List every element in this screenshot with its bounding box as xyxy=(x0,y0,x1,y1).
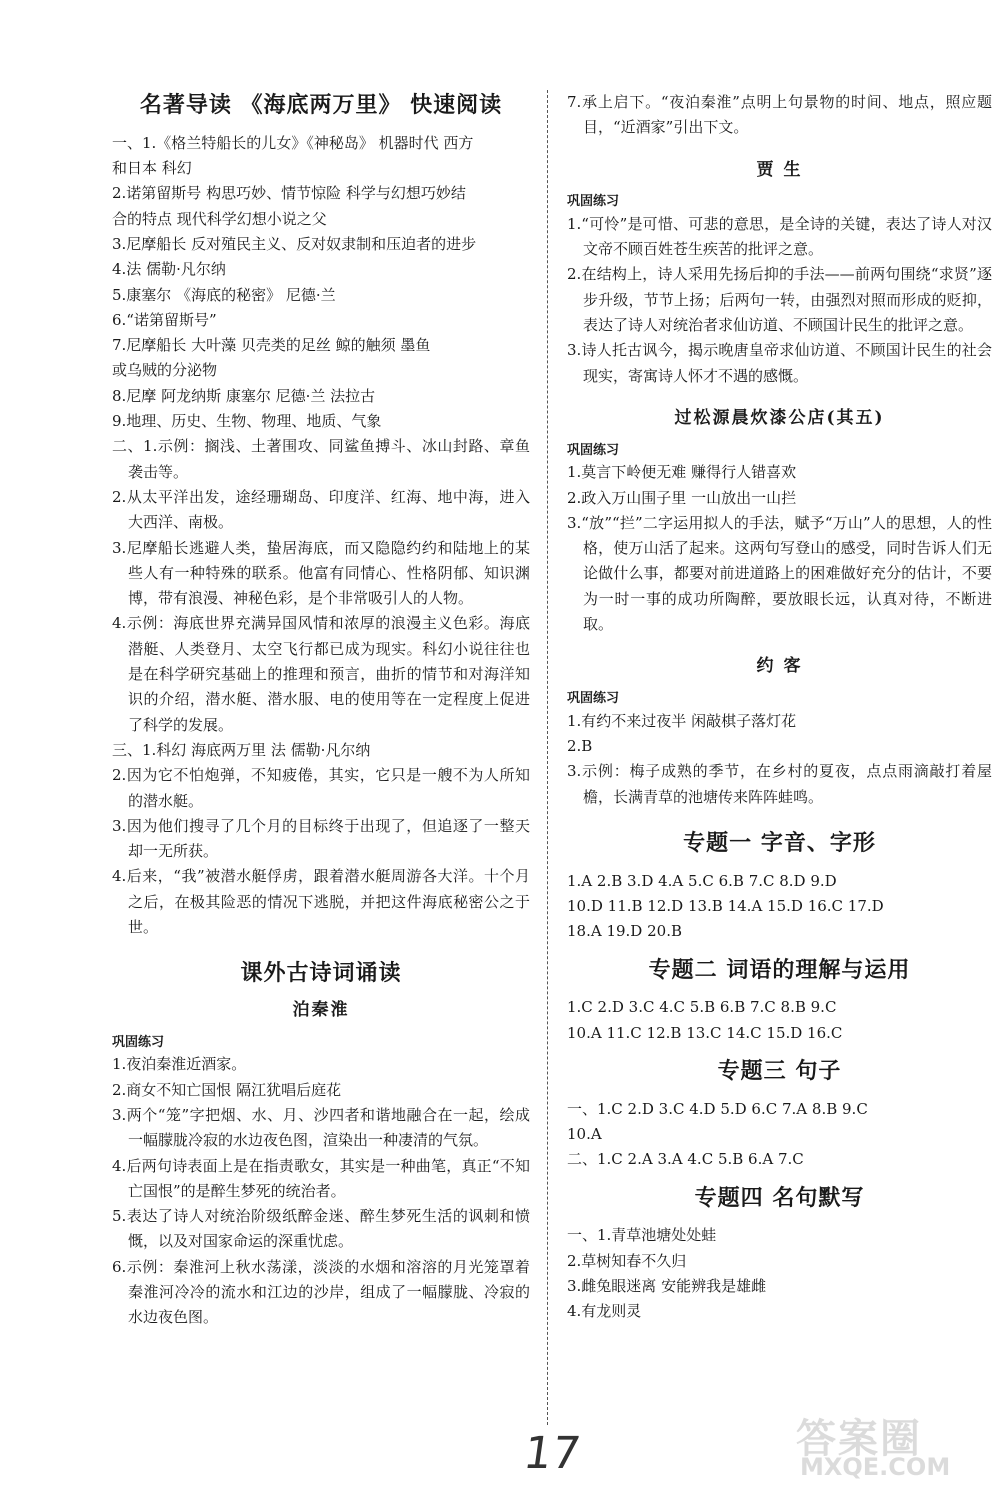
answer-paragraph: 3.“放”“拦”二字运用拟人的手法，赋予“万山”人的思想，人的性格，使万山活了起来。这两句写登山的感受，同时告诉人们无论做什么事，都要对前进道路上的困难做好充分的估计，不要为一时一事的成功所陶醉，要放眼长远，认真对待，不断进取。 xyxy=(567,513,992,634)
answer-paragraph: 2.从太平洋出发，途经珊瑚岛、印度洋、红海、地中海，进入大西洋、南极。 xyxy=(112,487,530,532)
answer-line: 5.康塞尔 《海底的秘密》 尼德·兰 xyxy=(112,285,336,304)
answer-line: 或乌贼的分泌物 xyxy=(112,361,218,380)
answer-line: 3.尼摩船长 反对殖民主义、反对奴隶制和压迫者的进步 xyxy=(112,234,477,253)
answer-paragraph: 4.示例：海底世界充满异国风情和浓厚的浪漫主义色彩。海底潜艇、人类登月、太空飞行都已成为现实。科幻小说往往也是在科学研究基础上的推理和预言，曲折的情节和对海洋知识的介绍，潜水艇、潜水服、电的使用等在一定程度上促进了科学的发展。 xyxy=(112,614,530,734)
answer-paragraph: 6.示例：秦淮河上秋水荡漾，淡淡的水烟和溶溶的月光笼罩着秦淮河冷冷的流水和江边的沙岸，组成了一幅朦胧、冷寂的水边夜色图。 xyxy=(112,1257,530,1327)
answer-paragraph: 2.在结构上，诗人采用先扬后抑的手法——前两句围绕“求贤”逐步升级，节节上扬；后两句一转，由强烈对照而形成的贬抑，表达了诗人对统治者求仙访道、不顾国计民生的批评之意。 xyxy=(567,265,992,335)
answer-line: 3.雌兔眼迷离 安能辨我是雄雌 xyxy=(567,1276,767,1295)
answer-paragraph: 2.B xyxy=(567,736,593,755)
reading-answers-1 xyxy=(112,131,530,435)
practice-label: 巩固练习 xyxy=(112,1034,165,1050)
reading-answers-2 xyxy=(112,434,530,940)
right-column xyxy=(567,90,992,1325)
poem-title-jiasheng: 贾 生 xyxy=(756,159,803,180)
answer-line: 2.草树知春不久归 xyxy=(567,1251,687,1270)
answer-paragraph: 三、1.科幻 海底两万里 法 儒勒·凡尔纳 xyxy=(112,740,371,759)
answer-paragraph: 2.因为它不怕炮弹，不知疲倦，其实，它只是一艘不为人所知的潜水艇。 xyxy=(112,766,530,810)
answer-paragraph: 1.有约不来过夜半 闲敲棋子落灯花 xyxy=(567,711,797,730)
answer-line: 2.诺第留斯号 构思巧妙、情节惊险 科学与幻想巧妙结 xyxy=(112,184,466,203)
answer-line: 10.A xyxy=(567,1125,602,1143)
answer-paragraph: 1.“可怜”是可惜、可悲的意思，是全诗的关键，表达了诗人对汉文帝不顾百姓苍生疾苦的批评之意。 xyxy=(567,214,992,259)
answer-paragraph: 7.承上启下。“夜泊秦淮”点明上句景物的时间、地点，照应题目，“近酒家”引出下文。 xyxy=(567,93,992,137)
watermark-text: 答案圈 xyxy=(796,1416,922,1462)
answer-paragraph: 二、1.示例：搁浅、土著围攻、同鲨鱼搏斗、冰山封路、章鱼袭击等。 xyxy=(112,437,530,481)
page-number: 17 xyxy=(520,1428,584,1479)
topic-title-1: 专题一 字音、字形 xyxy=(683,829,876,856)
answer-line: 10.A 11.C 12.B 13.C 14.C 15.D 16.C xyxy=(567,1023,843,1042)
answer-paragraph: 3.两个“笼”字把烟、水、月、沙四者和谐地融合在一起，绘成一幅朦胧冷寂的水边夜色图，渲染出一种凄清的气氛。 xyxy=(112,1105,530,1150)
answer-line: 8.尼摩 阿龙纳斯 康塞尔 尼德·兰 法拉古 xyxy=(112,386,376,405)
topic-title-3: 专题三 句子 xyxy=(717,1057,842,1084)
practice-label: 巩固练习 xyxy=(567,691,620,707)
answer-paragraph: 1.莫言下岭便无难 赚得行人错喜欢 xyxy=(567,463,797,482)
yueke-answers xyxy=(567,709,992,810)
left-column xyxy=(112,90,530,1331)
topic1-answers xyxy=(567,869,992,945)
answer-line: 6.“诺第留斯号” xyxy=(112,310,217,329)
section-title-poetry: 课外古诗词诵读 xyxy=(240,960,402,987)
answer-line: 7.尼摩船长 大叶藻 贝壳类的足丝 鲸的触须 墨鱼 xyxy=(112,336,431,355)
column-divider xyxy=(547,90,548,1425)
answer-line: 9.地理、历史、生物、物理、地质、气象 xyxy=(112,412,382,431)
answer-paragraph: 3.诗人托古讽今，揭示晚唐皇帝求仙访道、不顾国计民生的社会现实，寄寓诗人怀才不遇的感慨。 xyxy=(567,341,992,385)
answer-line: 和日本 科幻 xyxy=(112,159,192,178)
section-title-reading: 名著导读 《海底两万里》 快速阅读 xyxy=(139,92,503,118)
answer-paragraph: 3.尼摩船长逃避人类，蛰居海底，而又隐隐约约和陆地上的某些人有一种特殊的联系。他富有同情心、性格阴郁、知识渊博，带有浪漫、神秘色彩，是个非常吸引人的人物。 xyxy=(112,538,530,608)
answer-paragraph: 3.示例：梅子成熟的季节，在乡村的夏夜，点点雨滴敲打着屋檐，长满青草的池塘传来阵阵蛙鸣。 xyxy=(567,762,992,806)
answer-line: 1.C 2.D 3.C 4.C 5.B 6.B 7.C 8.B 9.C xyxy=(567,998,837,1017)
answer-paragraph: 2.政入万山围子里 一山放出一山拦 xyxy=(567,488,797,507)
answer-paragraph: 3.因为他们搜寻了几个月的目标终于出现了，但追逐了一整天却一无所获。 xyxy=(112,816,530,861)
poem-title-yueke: 约 客 xyxy=(756,656,803,677)
watermark-url: MXQE.COM xyxy=(800,1453,951,1481)
jiasheng-answers xyxy=(567,212,992,389)
answer-line: 一、1.青草池塘处处蛙 xyxy=(567,1226,717,1245)
practice-label: 巩固练习 xyxy=(567,194,620,210)
answer-paragraph: 2.商女不知亡国恨 隔江犹唱后庭花 xyxy=(112,1080,342,1099)
answer-paragraph: 4.后两句诗表面上是在指责歌女，其实是一种曲笔，真正“不知亡国恨”的是醉生梦死的统治者。 xyxy=(112,1156,530,1200)
answer-line: 10.D 11.B 12.D 13.B 14.A 15.D 16.C 17.D xyxy=(567,896,884,915)
watermark-logo xyxy=(786,1407,986,1487)
answer-line: 18.A 19.D 20.B xyxy=(567,922,682,941)
answer-paragraph: 4.后来，“我”被潜水艇俘虏，跟着潜水艇周游各大洋。十个月之后，在极其险恶的情况下逃脱，并把这件海底秘密公之于世。 xyxy=(112,867,530,936)
answer-paragraph: 5.表达了诗人对统治阶级纸醉金迷、醉生梦死生活的讽刺和愤慨，以及对国家命运的深重忧虑。 xyxy=(112,1207,530,1251)
answer-line: 4.有龙则灵 xyxy=(567,1302,642,1321)
practice-label: 巩固练习 xyxy=(567,442,620,458)
guosongyuan-answers xyxy=(567,460,992,637)
topic4-answers xyxy=(567,1223,992,1324)
answer-paragraph: 1.夜泊秦淮近酒家。 xyxy=(112,1055,247,1074)
topic3-answers xyxy=(567,1097,992,1173)
answer-line: 一、1.《格兰特船长的儿女》《神秘岛》 机器时代 西方 xyxy=(112,133,474,152)
topic-title-2: 专题二 词语的理解与运用 xyxy=(648,956,911,983)
poem-title-boqinhuai: 泊秦淮 xyxy=(292,1000,350,1021)
answer-line: 1.A 2.B 3.D 4.A 5.C 6.B 7.C 8.D 9.D xyxy=(567,871,837,890)
topic2-answers xyxy=(567,995,992,1046)
topic-title-4: 专题四 名句默写 xyxy=(694,1184,865,1211)
answer-line: 4.法 儒勒·凡尔纳 xyxy=(112,260,226,279)
answer-line: 合的特点 现代科学幻想小说之父 xyxy=(112,209,327,228)
poem-title-guosongyuan: 过松源晨炊漆公店(其五) xyxy=(674,407,885,428)
answer-line: 二、1.C 2.A 3.A 4.C 5.B 6.A 7.C xyxy=(567,1150,804,1169)
boqinhuai-answers xyxy=(112,1052,530,1330)
answer-line: 一、1.C 2.D 3.C 4.D 5.D 6.C 7.A 8.B 9.C xyxy=(567,1099,868,1118)
